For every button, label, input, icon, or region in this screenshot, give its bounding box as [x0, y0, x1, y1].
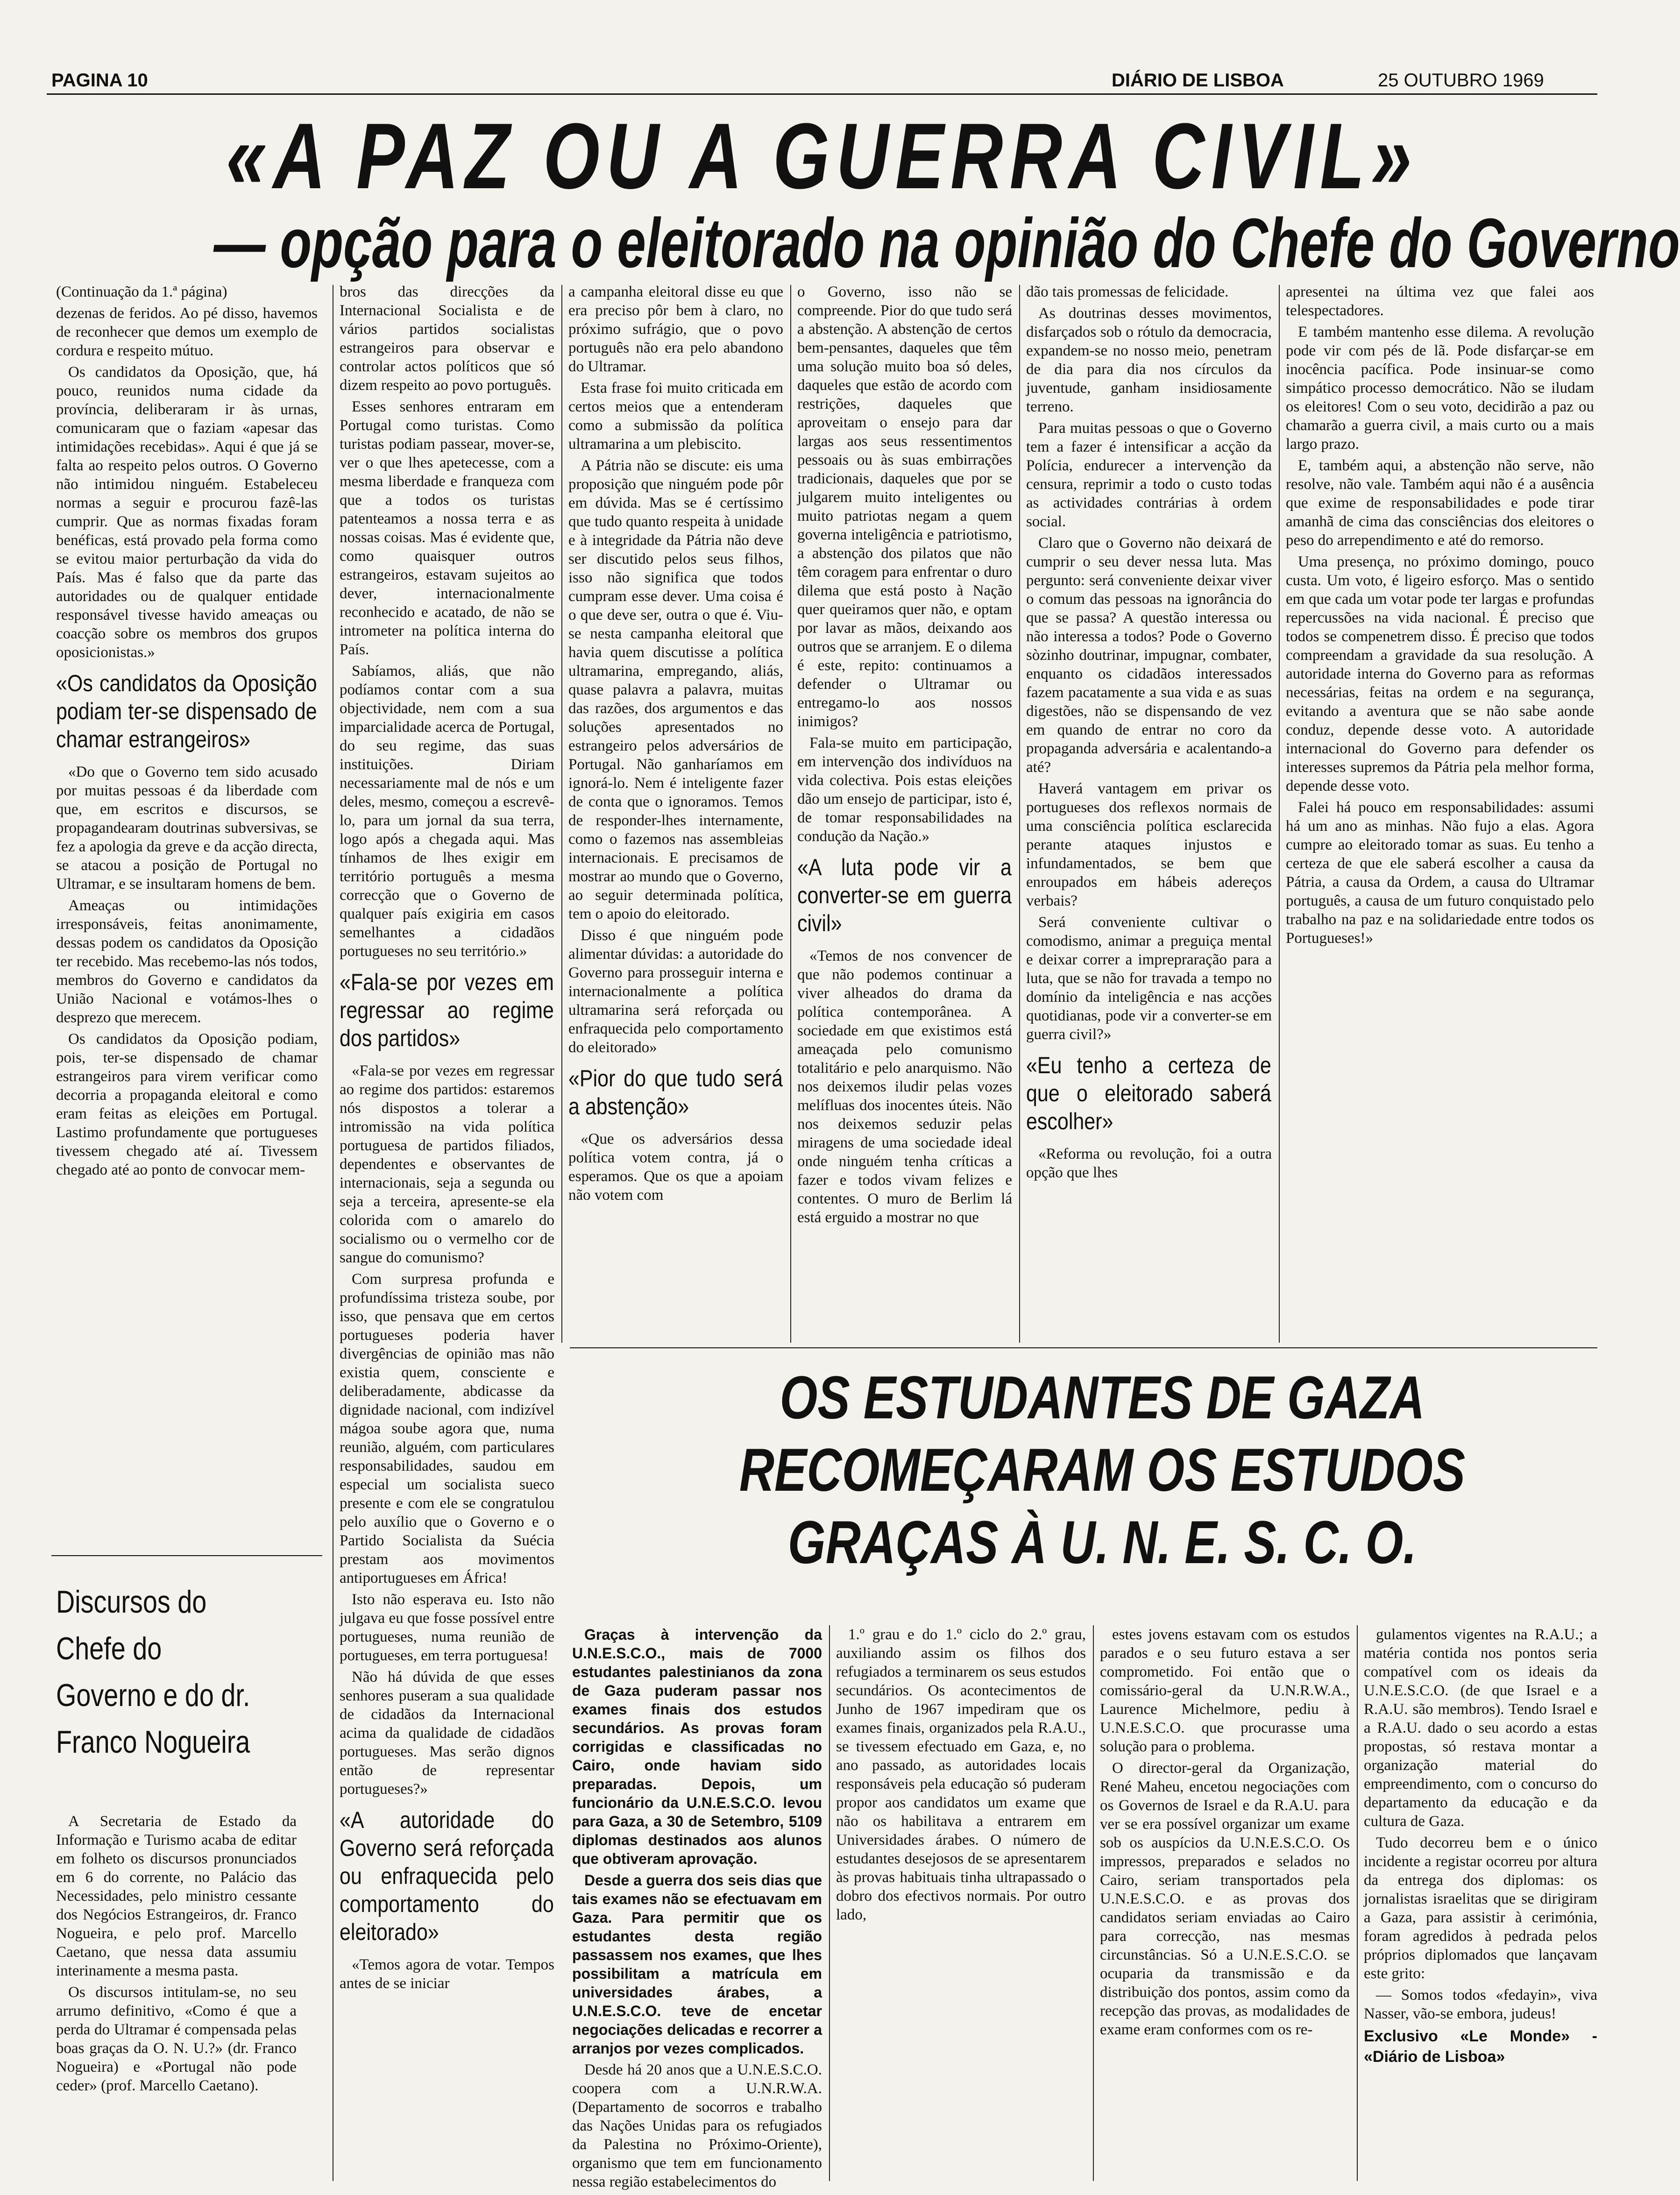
- article-column-3: [568, 283, 783, 1347]
- subheading: «Fala-se por vezes em regressar ao regime dos partidos»: [340, 969, 554, 1051]
- paragraph: Tudo decorreu bem e o único incidente a registar ocorreu por altura da entrega dos diplomas: os jornalistas israelitas que se dirigiram a Gaza, para assistir à cerimónia, foram agredidos à pedrada pelos próprios diplomados que lançavam este grito:: [1364, 1834, 1597, 1982]
- section-rule: [570, 1347, 1597, 1348]
- paragraph: Será conveniente cultivar o comodismo, animar a preguiça mental e deixar correr a imprepraração para a luta, que se não for travada a tempo no domínio da inteligência e nas acções quotidianas, pode vir a converter-se em guerra civil?»: [1026, 914, 1272, 1043]
- gaza-column-4: [1364, 1625, 1597, 2181]
- column-rule: [1019, 285, 1020, 1343]
- paragraph: dezenas de feridos. Ao pé disso, havemos de reconhecer que demos um exemplo de cordura e respeito mútuo.: [56, 305, 318, 359]
- masthead-rule: [47, 93, 1597, 95]
- paragraph: Ameaças ou intimidações irresponsáveis, feitas anonimamente, dessas podem os candidatos da Oposição ter recebido. Mas recebemo-las nós todos, membros do Governo e candidatos da União Nacional e votámos-lhes o desprezo que merecem.: [56, 897, 318, 1026]
- paragraph: o Governo, isso não se compreende. Pior do que tudo será a abstenção. A abstenção de certos bem-pensantes, daqueles que têm uma solução muito boa só deles, daqueles que estão de acordo com restrições, daqueles que aproveitam o ensejo para dar largas aos seus ressentimentos pessoais ou às suas embirrações tradicionais, daqueles que por se julgarem muito inteligentes ou muito patriotas negam a quem governa inteligência e patriotismo, a abstenção dos pilatos que não têm coragem para enfrentar o duro dilema que está posto à Nação quer queiramos quer não, e optam por lavar as mãos, deixando aos outros que se arranjem. E o dilema é este, repito: continuamos a defender o Ultramar ou entregamo-lo aos nossos inimigos?: [797, 283, 1012, 730]
- column-rule: [790, 285, 791, 1343]
- paragraph: «Reforma ou revolução, foi a outra opção que lhes: [1026, 1146, 1272, 1181]
- gaza-column-2: [836, 1625, 1086, 2181]
- issue-date: 25 OUTUBRO 1969: [1378, 70, 1544, 91]
- main-subheadline: — opção para o eleitorado na opinião do Chefe do Governo: [213, 204, 1680, 282]
- paragraph: Os discursos intitulam-se, no seu arrumo definitivo, «Como é que a perda do Ultramar é compensada pelas boas graças da O. N. U.?» (dr. Franco Nogueira) e «Portugal não pode ceder» (prof. Marcello Caetano).: [56, 1984, 297, 2094]
- column-rule: [1279, 285, 1280, 1343]
- main-headline: «A PAZ OU A GUERRA CIVIL»: [226, 104, 1418, 208]
- paragraph: Com surpresa profunda e profundíssima tristeza soube, por isso, que pensava que em certos portugueses poderia haver divergências de opinião mas não existia quem, consciente e deliberadamente, abdicasse da dignidade nacional, com indizível mágoa soube agora que, numa reunião, alguém, com particulares responsabilidades, saudou em especial um socialista sueco presente e com ele se congratulou pelo auxílio que o Governo e o Partido Socialista da Suécia prestam aos movimentos antiportugueses em África!: [340, 1271, 554, 1586]
- column-rule: [561, 285, 562, 1343]
- paragraph: Desde há 20 anos que a U.N.E.S.C.O. coopera com a U.N.R.W.A. (Departamento de socorros e trabalho das Nações Unidas para os refugiados da Palestina no Próximo-Oriente), organismo que tem em funcionamento nessa região estabelecimentos do: [572, 2061, 822, 2190]
- paragraph: Sabíamos, aliás, que não podíamos contar com a sua objectividade, nem com a sua imparcialidade acerca de Portugal, do seu regime, das suas instituições. Diriam necessariamente mal de nós e um deles, mesmo, começou a escrevê-lo, para um jornal da sua terra, logo após a chegada aqui. Mas tínhamos de lhes exigir em território português a mesma correcção que o Governo de qualquer país exigiria em casos semelhantes a cidadãos portugueses no seu território.»: [340, 663, 554, 960]
- paragraph: As doutrinas desses movimentos, disfarçados sob o rótulo da democracia, expandem-se no nosso meio, penetram de dia para dia nos círculos da juventude, ganham insidiosamente terreno.: [1026, 305, 1272, 415]
- lead-paragraph: Desde a guerra dos seis dias que tais exames não se efectuavam em Gaza. Para permitir que os estudantes desta região passassem nos exames, que lhes possibilitam a matrícula em universidades árabes, a U.N.E.S.C.O. teve de encetar negociações delicadas e recorrer a arranjos por vezes complicados.: [572, 1872, 822, 2057]
- paragraph: Os candidatos da Oposição, que, há pouco, reunidos numa cidade da província, deliberaram ir às urnas, comunicaram que o faziam «apesar das intimidações recebidas». Aqui é que já se falta ao respeito pelos outros. O Governo não intimidou ninguém. Estabeleceu normas a seguir e procurou fazê-las cumprir. Que as normas fixadas foram benéficas, está provado pela forma como se evitou maior perturbação da vida do País. Mas é falso que da parte das autoridades ou de qualquer entidade responsável tivesse havido ameaças ou coacção sobre os membros dos grupos oposicionistas.»: [56, 364, 318, 661]
- paragraph: E, também aqui, a abstenção não serve, não resolve, não vale. Também aqui não é a ausência que exime de responsabilidades e pode tirar amanhã de cima das consciências dos eleitores o peso do arrependimento e até do remorso.: [1286, 457, 1594, 549]
- paragraph: Falei há pouco em responsabilidades: assumi há um ano as minhas. Não fujo a elas. Agora cumpre ao eleitorado tomar as suas. Eu tenho a certeza de que ele saberá escolher a causa da Pátria, a causa da Ordem, a causa do Ultramar português, a causa de um futuro conquistado pelo trabalho na paz e na solidariedade entre todos os Portugueses!»: [1286, 799, 1594, 947]
- paragraph: dão tais promessas de felicidade.: [1026, 283, 1229, 300]
- subheading: «A luta pode vir a converter-se em guerra civil»: [797, 854, 1012, 936]
- gaza-column-1: [572, 1625, 822, 2190]
- paragraph: apresentei na última vez que falei aos telespectadores.: [1286, 283, 1594, 319]
- subheading: «Eu tenho a certeza de que o eleitorado saberá escolher»: [1026, 1052, 1271, 1134]
- paragraph: 1.º grau e do 1.º ciclo do 2.º grau, auxiliando assim os filhos dos refugiados a terminarem os seus estudos secundários. Os acontecimentos de Junho de 1967 impediram que os exames finais, organizados pela R.A.U., se tivessem efectuado em Gaza, e, no ano passado, as autoridades locais responsáveis pela educação só puderam propor aos candidatos um exame que não os habilitava a entrarem em Universidades árabes. O número de estudantes desejosos de se apresentarem às provas habituais tinha ultrapassado o dobro dos efectivos normais. Por outro lado,: [836, 1626, 1086, 1923]
- paragraph: O director-geral da Organização, René Maheu, encetou negociações com os Governos de Israel e da R.A.U. para ver se era possível organizar um exame sob os auspícios da U.N.E.S.C.O. Os impressos, preparados e selados no Cairo, seriam transportados pela U.N.E.S.C.O. e as provas dos candidatos seriam enviadas ao Cairo para correcção, nas mesmas circunstâncias. Só a U.N.E.S.C.O. se ocuparia da transmissão e da distribuição dos pontos, assim como da recepção das provas, as modalidades de exame eram conformes com os re-: [1100, 1760, 1350, 2038]
- paragraph: «Temos agora de votar. Tempos antes de se iniciar: [340, 1956, 554, 1992]
- paragraph: estes jovens estavam com os estudos parados e o seu futuro estava a ser comprometido. Foi então que o comissário-geral da U.N.R.W.A., Laurence Michelmore, pediu à U.N.E.S.C.O. que procurasse uma solução para o problema.: [1100, 1626, 1350, 1755]
- paragraph: E também mantenho esse dilema. A revolução pode vir com pés de lã. Pode disfarçar-se em inocência pacífica. Pode insinuar-se como simpático processo democrático. Não se iludam os eleitores! Com o seu voto, decidirão a paz ou chamarão a guerra civil, a mais curto ou a mais largo prazo.: [1286, 324, 1594, 453]
- gaza-headline: OS ESTUDANTES DE GAZA RECOMEÇARAM OS ESTUDOS GRAÇAS À U. N. E. S. C. O.: [739, 1363, 1466, 1576]
- subheading: «Pior do que tudo será a abstenção»: [568, 1065, 783, 1119]
- sidebar-body: [56, 1812, 297, 2181]
- paragraph: gulamentos vigentes na R.A.U.; a matéria contida nos pontos seria compatível com os ideais da U.N.E.S.C.O. (de que Israel e a R.A.U. são membros). Tendo Israel e a R.A.U. dado o seu acordo a estas propostas, só restava montar a organização material do empreendimento, com o concurso do departamento da educação e da cultura de Gaza.: [1364, 1626, 1597, 1830]
- paragraph: Os candidatos da Oposição podiam, pois, ter-se dispensado de chamar estrangeiros para virem verificar como decorria a propaganda eleitoral e como eram feitas as eleições em Portugal. Lastimo profundamente que portugueses tivessem chegado até aí. Tivessem chegado até ao ponto de convocar mem-: [56, 1031, 318, 1178]
- gaza-column-3: [1100, 1625, 1350, 2181]
- paragraph: Esta frase foi muito criticada em certos meios que a entenderam como a submissão da política ultramarina a um plebiscito.: [568, 380, 783, 453]
- paragraph: Uma presença, no próximo domingo, pouco custa. Um voto, é ligeiro esforço. Mas o sentido em que cada um votar pode ter largas e profundas repercussões na vida nacional. É preciso que todos se compenetrem disso. É preciso que todos compreendam a gravidade da sua resolução. A autoridade interna do Governo para as reformas necessárias, feitas na ordem e na segurança, evitando a aventura que se não sabe aonde conduz, depende desse voto. A autoridade internacional do Governo para defender os interesses supremos da Pátria pela melhor forma, depende desse voto.: [1286, 553, 1594, 794]
- article-column-1: [56, 283, 318, 1553]
- paragraph: «Fala-se por vezes em regressar ao regime dos partidos: estaremos nós dispostos a tolerar a intromissão na vida política portuguesa de partidos filiados, dependentes e observantes de internacionais, seja a segunda ou seja a terceira, apresente-se ela colorida com o amarelo do socialismo ou o vermelho cor de sangue do comunismo?: [340, 1062, 554, 1266]
- continuation-note: (Continuação da 1.ª página): [56, 283, 227, 300]
- lead-paragraph: Graças à intervenção da U.N.E.S.C.O., mais de 7000 estudantes palestinianos da zona de Gaza puderam passar nos exames finais dos estudos secundários. As provas foram corrigidas e classificadas no Cairo, onde haviam sido preparadas. Depois, um funcionário da U.N.E.S.C.O. levou para Gaza, a 30 de Setembro, 5109 diplomas destinados aos alunos que obtiveram aprovação.: [572, 1626, 822, 1867]
- article-column-2: [340, 283, 554, 2183]
- sidebar-heading: Discursos do Chefe do Governo e do dr. Franco Nogueira: [56, 1584, 250, 1760]
- article-column-4: [797, 283, 1012, 1347]
- subheading: «A autoridade do Governo será reforçada ou enfraquecida pelo comportamento do eleitorado»: [340, 1807, 554, 1945]
- paragraph: A Pátria não se discute: eis uma proposição que ninguém pode pôr em dúvida. Mas se é certíssimo que tudo quanto respeita à unidade e à integridade da Pátria não deve ser discutido pelos seus filhos, isso não significa que todos cumpram esse dever. Uma coisa é o que deve ser, outra o que é. Viu-se nesta campanha eleitoral que havia quem discutisse a política ultramarina, empregando, aliás, quase palavra a palavra, muitas das razões, dos argumentos e das soluções apresentados no estrangeiro pelos adversários de Portugal. Não ganharíamos em ignorá-lo. Nem é inteligente fazer de conta que o ignoramos. Temos de responder-lhes internamente, como o fazemos nas assembleias internacionais. E precisamos de mostrar ao mundo que o Governo, ao seguir determinada política, tem o apoio do eleitorado.: [568, 457, 783, 922]
- page-number: PAGINA 10: [51, 70, 148, 91]
- paragraph: Haverá vantagem em privar os portugueses dos reflexos normais de uma consciência política esclarecida perante ataques injustos e infundamentados, se bem que enroupados em hábeis adereços verbais?: [1026, 780, 1272, 909]
- paragraph: Para muitas pessoas o que o Governo tem a fazer é intensificar a acção da Polícia, endurecer a intervenção da censura, reprimir a todo o custo todas as actividades contrárias à ordem social.: [1026, 420, 1272, 530]
- paragraph: Disso é que ninguém pode alimentar dúvidas: a autoridade do Governo para prosseguir interna e internacionalmente a política ultramarina será reforçada ou enfraquecida pelo comportamento do eleitorado»: [568, 927, 783, 1056]
- paragraph: Claro que o Governo não deixará de cumprir o seu dever nessa luta. Mas pergunto: será conveniente deixar viver o comum das pessoas na ignorância do que se passa? A questão interessa ou não interessa a todos? Pode o Governo sòzinho doutrinar, impugnar, combater, enquanto os cidadãos interessados fazem pacatamente a sua vida e as suas digestões, não se dispensando de vez em quando de entrar no coro da propaganda adversária e acalentando-a até?: [1026, 535, 1272, 776]
- column-rule: [1357, 1625, 1358, 2181]
- paragraph: Isto não esperava eu. Isto não julgava eu que fosse possível entre portugueses, numa reunião de portugueses, em terra portuguesa!: [340, 1591, 554, 1664]
- paragraph: Esses senhores entraram em Portugal como turistas. Como turistas podiam passear, mover-se, ver o que lhes apetecesse, com a mesma liberdade e franqueza com que a todos os turistas patenteamos a nossa terra e as nossas coisas. Mas é evidente que, como quaisquer outros estrangeiros, estavam sujeitos ao dever, internacionalmente reconhecido e acatado, de não se intrometer na política interna do País.: [340, 398, 554, 658]
- column-rule: [829, 1625, 830, 2181]
- source-credit: Exclusivo «Le Monde» - «Diário de Lisboa»: [1364, 2027, 1597, 2066]
- paragraph: «Temos de nos convencer de que não podemos continuar a viver alheados do drama da política contemporânea. A sociedade em que existimos está ameaçada pelo comunismo totalitário e pelo anarquismo. Não nos deixemos iludir pelas vozes melífluas dos inocentes úteis. Não nos deixemos seduzir pelas miragens de uma sociedade ideal onde ninguém tenha críticas a fazer e todos vivam felizes e contentes. O muro de Berlim lá está erguido a mostrar no que: [797, 948, 1012, 1226]
- article-column-6: [1286, 283, 1594, 1347]
- paragraph: bros das direcções da Internacional Socialista e de vários partidos socialistas estrangeiros para observar e controlar actos políticos que só dizem respeito ao povo português.: [340, 283, 554, 394]
- newspaper-name: DIÁRIO DE LISBOA: [1112, 70, 1284, 91]
- paragraph: Não há dúvida de que esses senhores puseram a sua qualidade de cidadãos da Internacional acima da qualidade de cidadãos portugueses. Mas serão dignos então de representar portugueses?»: [340, 1669, 554, 1798]
- paragraph: A Secretaria de Estado da Informação e Turismo acaba de editar em folheto os discursos pronunciados em 6 do corrente, no Palácio das Necessidades, pelo ministro cessante dos Negócios Estrangeiros, dr. Franco Nogueira, e pelo prof. Marcello Caetano, que nessa data assumiu interinamente a mesma pasta.: [56, 1813, 297, 1979]
- paragraph: Fala-se muito em participação, em intervenção dos indivíduos na vida colectiva. Pois estas eleições dão um ensejo de participar, isto é, de tomar responsabilidades na condução da Nação.»: [797, 735, 1012, 845]
- column-rule: [1093, 1625, 1094, 2181]
- subheading: «Os candidatos da Oposição podiam ter-se dispensado de chamar estrangeiros»: [56, 670, 317, 752]
- paragraph: — Somos todos «fedayin», viva Nasser, vão-se embora, judeus!: [1364, 1987, 1597, 2022]
- article-column-5: [1026, 283, 1272, 1347]
- sidebar-rule: [51, 1555, 322, 1556]
- paragraph: a campanha eleitoral disse eu que era preciso pôr bem à claro, no próximo sufrágio, que o povo português não era pelo abandono do Ultramar.: [568, 283, 783, 375]
- paragraph: «Do que o Governo tem sido acusado por muitas pessoas é da liberdade com que, em escritos e discursos, se propagandearam doutrinas subversivas, se fez a apologia da greve e da acção directa, se atacou a posição de Portugal no Ultramar, e se insultaram homens de bem.: [56, 764, 318, 892]
- paragraph: «Que os adversários dessa política votem contra, já o esperamos. Que os que a apoiam não votem com: [568, 1131, 783, 1204]
